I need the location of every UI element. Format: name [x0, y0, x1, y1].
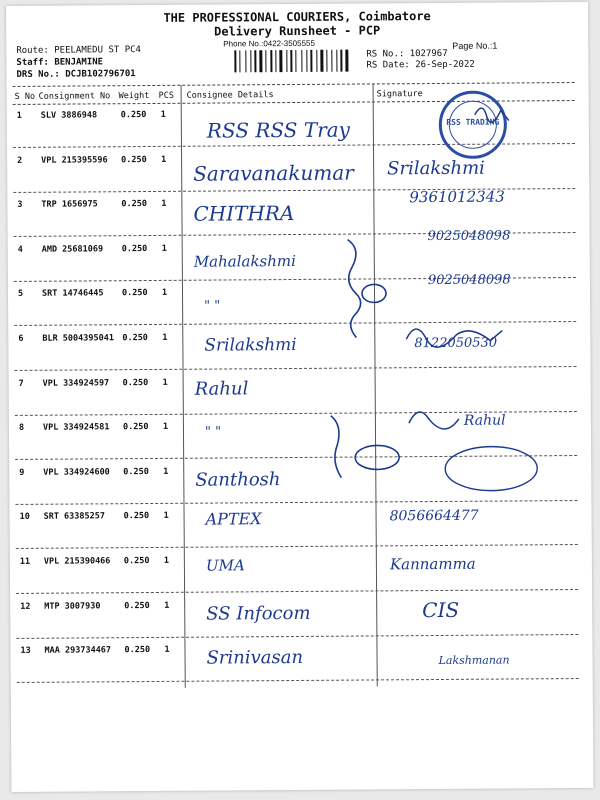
table-row [16, 546, 578, 594]
page-number: Page No.:1 [452, 40, 498, 51]
barcode-bar [247, 50, 249, 72]
row-signature-handwriting: 8056664477 [389, 508, 479, 525]
barcode-bar [273, 50, 274, 72]
barcode-bar [336, 50, 337, 72]
row-serial-number: 6 [18, 333, 24, 344]
row-pieces: 1 [162, 332, 168, 343]
barcode-bar [313, 50, 315, 72]
barcode-image [234, 50, 360, 73]
row-serial-number: 8 [18, 423, 25, 434]
company-stamp [439, 91, 507, 159]
barcode-bar [265, 50, 266, 72]
row-serial-number: 11 [19, 556, 31, 567]
row-serial-number: 3 [17, 200, 23, 211]
row-weight: 0.250 [123, 466, 149, 477]
row-consignee-handwriting: APTEX [205, 509, 262, 530]
staff-label: Staff: BENJAMINE [16, 57, 104, 68]
row-serial-number: 7 [18, 378, 24, 389]
barcode-bar [239, 50, 240, 72]
row-pieces: 1 [162, 377, 168, 388]
barcode-bar [310, 50, 312, 72]
col-header-signature: Signature [376, 89, 423, 100]
barcode-bar [306, 50, 307, 72]
row-consignment-number: MTP 3007930 [44, 600, 101, 612]
row-consignment-number: VPL 215390466 [43, 556, 111, 567]
row-consignment-number: TRP 1656975 [41, 199, 98, 210]
col-header-sno: S No [14, 91, 36, 102]
table-row [14, 323, 576, 371]
row-serial-number: 1 [16, 110, 22, 121]
barcode-bar [333, 50, 335, 72]
table-row [15, 501, 577, 549]
barcode-bar [237, 50, 238, 72]
barcode-bar [295, 50, 296, 72]
table-row [15, 412, 577, 460]
row-consignee-handwriting: " " [204, 298, 221, 315]
barcode-bar [241, 50, 244, 72]
col-header-weight: Weight [118, 91, 150, 102]
row-consignee-handwriting: " " [204, 424, 222, 440]
row-signature-handwriting: Lakshmanan [438, 653, 510, 668]
barcode-bar [279, 50, 282, 72]
row-pieces: 1 [161, 288, 168, 299]
barcode-bar [257, 50, 258, 72]
barcode-bar [340, 50, 342, 72]
row-signature-handwriting: 8122050530 [414, 335, 498, 352]
row-consignee-handwriting: Saravanakumar [193, 160, 354, 186]
row-consignment-number: VPL 334924600 [43, 467, 110, 478]
rs-number: RS No.: 1027967 [366, 48, 448, 60]
row-signature-handwriting: Srilakshmi [387, 157, 485, 179]
row-consignee-handwriting: Rahul [194, 377, 249, 400]
row-weight: 0.250 [123, 556, 150, 567]
barcode-bar [283, 50, 285, 72]
barcode-bar [263, 50, 264, 72]
table-row [16, 591, 578, 639]
row-signature-handwriting: 9025048098 [427, 272, 511, 289]
row-weight: 0.250 [121, 154, 147, 165]
table-row [15, 368, 577, 416]
barcode-bar [326, 50, 327, 72]
col-header-consignee: Consignee Details [186, 90, 274, 101]
barcode-bar [234, 50, 236, 72]
table-row [15, 457, 577, 505]
row-serial-number: 5 [17, 289, 24, 300]
row-pieces: 1 [164, 645, 170, 656]
row-consignee-handwriting: Santhosh [195, 468, 281, 491]
barcode-bar [252, 50, 253, 72]
col-header-consignment: Consignment No [38, 91, 111, 102]
route-label: Route: PEELAMEDU ST PC4 [16, 45, 141, 56]
barcode-bar [297, 50, 300, 72]
barcode-bar [290, 50, 292, 72]
row-consignment-number: SRT 63385257 [43, 511, 106, 523]
row-consignment-number: VPL 334924597 [42, 377, 110, 389]
row-serial-number: 9 [19, 467, 25, 478]
row-weight: 0.250 [122, 422, 149, 433]
table-row [14, 272, 576, 326]
barcode-bar [259, 50, 262, 72]
barcode-bar [328, 50, 330, 72]
drs-number: DRS No.: DCJB102796701 [16, 69, 136, 80]
rs-date: RS Date: 26-Sep-2022 [366, 59, 475, 71]
row-consignment-number: AMD 25681069 [41, 244, 104, 255]
barcode-bar [345, 50, 348, 72]
row-consignment-number: BLR 5004395041 [42, 333, 115, 344]
col-header-pcs: PCS [158, 90, 175, 101]
row-weight: 0.250 [120, 110, 147, 121]
row-serial-number: 12 [20, 601, 31, 612]
barcode-bar [316, 50, 317, 72]
barcode-bar [338, 50, 339, 72]
barcode-bar [288, 50, 289, 72]
barcode-bar [277, 50, 278, 72]
barcode-bar [320, 50, 323, 72]
row-serial-number: 13 [20, 646, 31, 657]
row-consignment-number: VPL 334924581 [42, 422, 110, 433]
row-weight: 0.250 [123, 511, 150, 522]
barcode-bar [275, 50, 276, 72]
row-serial-number: 4 [17, 244, 23, 255]
barcode-bar [301, 50, 302, 72]
stamp-text: RSS TRADING [446, 117, 500, 127]
row-consignee-handwriting: Mahalakshmi [193, 251, 296, 271]
company-title: THE PROFESSIONAL COURIERS, Coimbatore [163, 9, 431, 25]
row-signature-handwriting: 9025048098 [427, 228, 511, 244]
row-pieces: 1 [161, 154, 167, 165]
row-pieces: 1 [161, 199, 167, 210]
row-consignee-handwriting: SS Infocom [206, 602, 311, 625]
row-weight: 0.250 [122, 333, 148, 344]
row-consignee-handwriting: Srilakshmi [204, 334, 297, 356]
row-serial-number: 10 [19, 512, 30, 523]
barcode-bar [293, 50, 294, 72]
row-signature-handwriting: 9361012343 [409, 187, 505, 207]
row-weight: 0.250 [121, 243, 148, 254]
barcode-bar [254, 50, 256, 72]
row-pieces: 1 [164, 600, 170, 611]
runsheet-page [6, 2, 593, 792]
barcode-bar [270, 50, 272, 72]
row-signature-handwriting: Kannamma [389, 554, 476, 574]
row-serial-number: 2 [17, 155, 23, 166]
table-row [16, 635, 578, 683]
barcode-bar [286, 50, 287, 72]
row-consignment-number: MAA 293734467 [44, 645, 112, 656]
row-divider [17, 678, 579, 683]
row-weight: 0.250 [124, 600, 150, 611]
barcode-bar [250, 50, 251, 72]
header-top-rule [13, 82, 575, 87]
row-consignee-handwriting: CHITHRA [193, 201, 295, 226]
row-weight: 0.250 [124, 645, 151, 656]
row-consignee-handwriting: Srinivasan [206, 647, 304, 669]
barcode-bar [267, 50, 269, 72]
barcode-bar [331, 50, 332, 72]
row-signature-handwriting: CIS [422, 597, 460, 622]
barcode-bar [324, 50, 325, 72]
phone-number: Phone No.:0422-3505555 [223, 38, 315, 49]
barcode-bar [308, 50, 309, 72]
row-pieces: 1 [161, 243, 167, 254]
barcode-bar [245, 50, 246, 72]
row-consignment-number: SRT 14746445 [41, 288, 104, 300]
row-pieces: 1 [163, 555, 170, 566]
row-consignment-number: VPL 215395596 [41, 154, 108, 166]
row-pieces: 1 [163, 511, 169, 522]
row-weight: 0.250 [122, 377, 149, 388]
row-pieces: 1 [160, 109, 166, 120]
row-pieces: 1 [162, 422, 169, 433]
row-consignee-handwriting: UMA [205, 556, 245, 575]
row-consignee-handwriting: RSS RSS Tray [206, 117, 351, 143]
row-signature-handwriting: Rahul [463, 412, 506, 430]
row-pieces: 1 [163, 466, 169, 477]
row-weight: 0.250 [121, 288, 148, 299]
barcode-bar [318, 50, 319, 72]
barcode-bar [343, 50, 344, 72]
sheet-title: Delivery Runsheet - PCP [214, 23, 381, 39]
row-consignment-number: SLV 3886948 [40, 110, 98, 121]
barcode-bar [303, 50, 305, 72]
row-weight: 0.250 [121, 199, 148, 210]
